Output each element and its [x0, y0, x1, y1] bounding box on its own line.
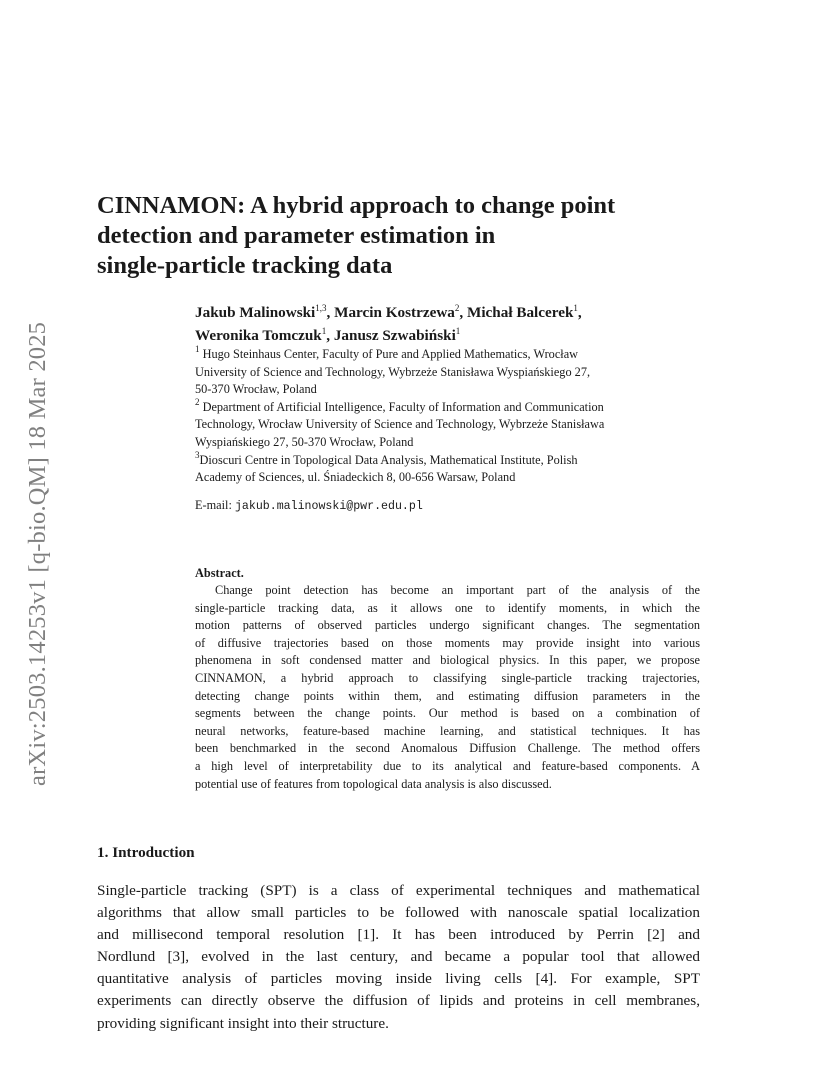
abstract-line: single-particle tracking data, as it allows one to identify moments, in which the [195, 600, 700, 615]
paragraph-line: providing significant insight into their structure. [97, 1014, 389, 1032]
affiliation [195, 396, 705, 452]
affiliation-text: Hugo Steinhaus Center, Faculty of Pure and Applied Mathematics, Wrocław [199, 347, 579, 361]
abstract-line: Change point detection has become an important part of the analysis of the [215, 583, 700, 597]
email-address[interactable]: jakub.malinowski@pwr.edu.pl [234, 500, 423, 513]
affiliation [195, 449, 705, 487]
affiliation-text: University of Science and Technology, Wybrzeże Stanisława Wyspiańskiego 27, [195, 364, 591, 379]
paragraph-line: and millisecond temporal resolution [1]. It has been introduced by Perrin [2] and [97, 926, 700, 944]
author-name: Jakub Malinowski [195, 304, 316, 321]
author-line: Weronika Tomczuk$^1$, Janusz Szwabiński$^1$ [195, 326, 461, 344]
author-name: Michał Balcerek [466, 304, 574, 321]
affiliation-text: Department of Artificial Intelligence, Faculty of Information and Communication [199, 399, 604, 414]
affiliation-mark: 2 [195, 396, 200, 407]
abstract-body [195, 582, 700, 793]
affiliation [195, 346, 705, 399]
affiliation-mark: 1 [195, 344, 200, 354]
author-affiliation-mark: 1 [321, 326, 327, 336]
author-affiliation-mark: 1,3 [315, 303, 327, 313]
abstract-line: detecting change points within them, and estimating diffusion parameters in the [195, 688, 700, 703]
author-name: Weronika Tomczuk [195, 327, 322, 344]
abstract-line: potential use of features from topological data analysis is also discussed. [195, 776, 552, 791]
section-heading-introduction: 1. Introduction [97, 844, 195, 861]
paragraph-line: experiments can directly observe the diffusion of lipids and proteins in cell membranes, [97, 992, 700, 1010]
author-name: Marcin Kostrzewa [334, 304, 455, 321]
affiliation-text: Dioscuri Centre in Topological Data Analysis, Mathematical Institute, Polish [199, 452, 578, 467]
affiliation-text: Technology, Wrocław University of Science and Technology, Wybrzeże Stanisława [195, 417, 605, 432]
abstract-line: phenomena in soft condensed matter and biological physics. In this paper, we propose [195, 653, 700, 668]
email-label: E-mail: [195, 498, 235, 512]
title-line: detection and parameter estimation in [97, 222, 496, 249]
arxiv-identifier-stamp: arXiv:2503.14253v1 [q-bio.QM] 18 Mar 2025 [24, 321, 51, 786]
paper-title [97, 191, 737, 281]
abstract-line: motion patterns of observed particles undergo significant changes. The segmentation [195, 618, 700, 633]
title-line: CINNAMON: A hybrid approach to change point [97, 192, 616, 219]
paragraph-line: algorithms that allow small particles to be followed with nanoscale spatial localization [97, 904, 700, 922]
abstract-heading: Abstract. [195, 566, 244, 580]
affiliation-list [195, 346, 705, 487]
title-line: single-particle tracking data [97, 252, 393, 279]
author-affiliation-mark: 2 [454, 303, 460, 313]
affiliation-text: 50-370 Wrocław, Poland [195, 382, 317, 397]
abstract-line: been benchmarked in the second Anomalous Diffusion Challenge. The method offers [195, 741, 700, 756]
contact-email [195, 497, 423, 515]
abstract-line: neural networks, feature-based machine learning, and statistical techniques. It has [195, 723, 700, 738]
affiliation-mark: 3 [195, 449, 200, 460]
author-line: Jakub Malinowski$^{1,3}$, Marcin Kostrzewa$^2$, Michał Balcerek$^1$, [195, 303, 582, 321]
abstract-line: CINNAMON, a hybrid approach to classifying single-particle tracking trajectories, [195, 670, 700, 685]
affiliation-text: Wyspiańskiego 27, 50-370 Wrocław, Poland [195, 434, 414, 449]
abstract-line: segments between the change points. Our method is based on a combination of [195, 706, 700, 721]
author-name: Janusz Szwabiński [333, 327, 456, 344]
author-list [195, 301, 715, 347]
abstract-line: of diffusive trajectories based on those moments may provide insight into various [195, 635, 700, 650]
affiliation-text: Academy of Sciences, ul. Śniadeckich 8, 00-656 Warsaw, Poland [195, 470, 516, 485]
paragraph-line: Single-particle tracking (SPT) is a class of experimental techniques and mathematical [97, 882, 700, 899]
paragraph-line: Nordlund [3], evolved in the last century, and became a popular tool that allowed [97, 948, 700, 966]
introduction-paragraph [97, 880, 700, 1035]
author-affiliation-mark: 1 [455, 326, 461, 336]
paragraph-line: quantitative analysis of particles moving inside living cells [4]. For example, SPT [97, 970, 700, 988]
abstract-line: a high level of interpretability due to its analytical and feature-based components. A [195, 758, 700, 773]
author-affiliation-mark: 1 [573, 303, 578, 313]
